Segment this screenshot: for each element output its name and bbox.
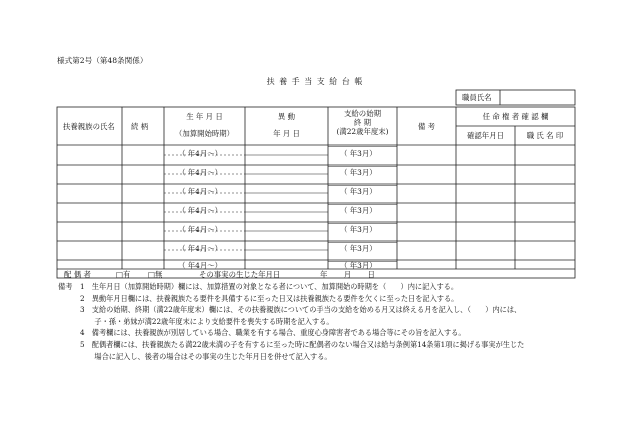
row-march-text: （ 年3月） <box>340 261 377 270</box>
staff-name-label: 職員氏名 <box>462 93 492 102</box>
note-item: 場合に記入し、後者の場合はその事実の生じた年月日を併せて記入する。 <box>80 351 332 361</box>
note-item: 2 異動年月日欄には、扶養親族たる要件を具備するに至った日又は扶養親族たる要件を欠くに至った日を記入する。 <box>80 293 459 303</box>
spouse-no-checkbox[interactable]: □無 <box>148 270 163 279</box>
header-staff-seal: 職 氏 名 印 <box>526 131 564 140</box>
row-april-text: （ 年4月～） <box>178 225 223 234</box>
page-title: 扶 養 手 当 支 給 台 帳 <box>266 77 364 86</box>
row-april-text: （ 年4月～） <box>178 149 223 158</box>
header-change: 異 動 <box>277 112 296 121</box>
row-april-text: （ 年4月～） <box>178 206 223 215</box>
header-change-date: 年 月 日 <box>273 129 300 138</box>
header-end: 終 期 <box>353 118 372 127</box>
header-birth-addition: （加算開始時期） <box>174 129 235 138</box>
note-item: 5 配偶者欄には、扶養親族たる満22歳未満の子を有するに至った時に配偶者のない場合又は給与条例第14条第1項に掲げる事実が生じた <box>80 339 525 349</box>
header-authority-confirm: 任 命 権 者 確 認 欄 <box>482 112 549 121</box>
header-remarks: 備 考 <box>417 122 436 131</box>
header-birth-date: 生 年 月 日 <box>186 112 223 121</box>
row-april-text: （ 年4月～） <box>178 244 223 253</box>
row-march-text: （ 年3月） <box>340 206 377 215</box>
spouse-event-date-label: その事実の生じた年月日 <box>199 270 281 279</box>
row-march-text: （ 年3月） <box>340 225 377 234</box>
header-confirm-date: 確認年月日 <box>467 131 504 140</box>
row-march-text: （ 年3月） <box>340 187 377 196</box>
row-march-text: （ 年3月） <box>340 244 377 253</box>
notes-heading: 備考 <box>58 282 73 291</box>
spouse-label: 配 偶 者 <box>64 270 91 279</box>
form-number-label: 様式第2号（第48条関係） <box>57 56 148 65</box>
spouse-year-month-day: 年 月 日 <box>320 270 375 279</box>
spouse-yes-checkbox[interactable]: □有 <box>116 270 131 279</box>
note-item: 4 備考欄には、扶養親族が別居している場合、職業を有する場合、重度心身障害者である場合等にその旨を記入する。 <box>80 328 466 338</box>
notes-section <box>58 281 578 362</box>
note-item: 子・孫・弟妹が満22歳年度末により支給要件を喪失する時期を記入する。 <box>80 316 334 326</box>
row-april-text: （ 年4月～） <box>178 187 223 196</box>
header-start: 支給の始期 <box>344 109 381 118</box>
header-end-note: (満22歳年度末) <box>336 127 389 136</box>
note-item: 1 生年月日（加算開始時期）欄には、加算措置の対象となる者について、加算開始の時期を（ ）内に記入する。 <box>80 282 459 291</box>
header-relationship: 続 柄 <box>131 122 149 131</box>
row-march-text: （ 年3月） <box>340 149 377 158</box>
row-april-text: （ 年4月～） <box>178 261 223 270</box>
header-dependent-name: 扶養親族の氏名 <box>63 122 115 131</box>
note-item: 3 支給の始期、終期（満22歳年度末）欄には、その扶養親族についての手当の支給を始める月又は終える月を記入し、（ ）内には、 <box>80 305 522 315</box>
row-march-text: （ 年3月） <box>340 168 377 177</box>
row-april-text: （ 年4月～） <box>178 168 223 177</box>
